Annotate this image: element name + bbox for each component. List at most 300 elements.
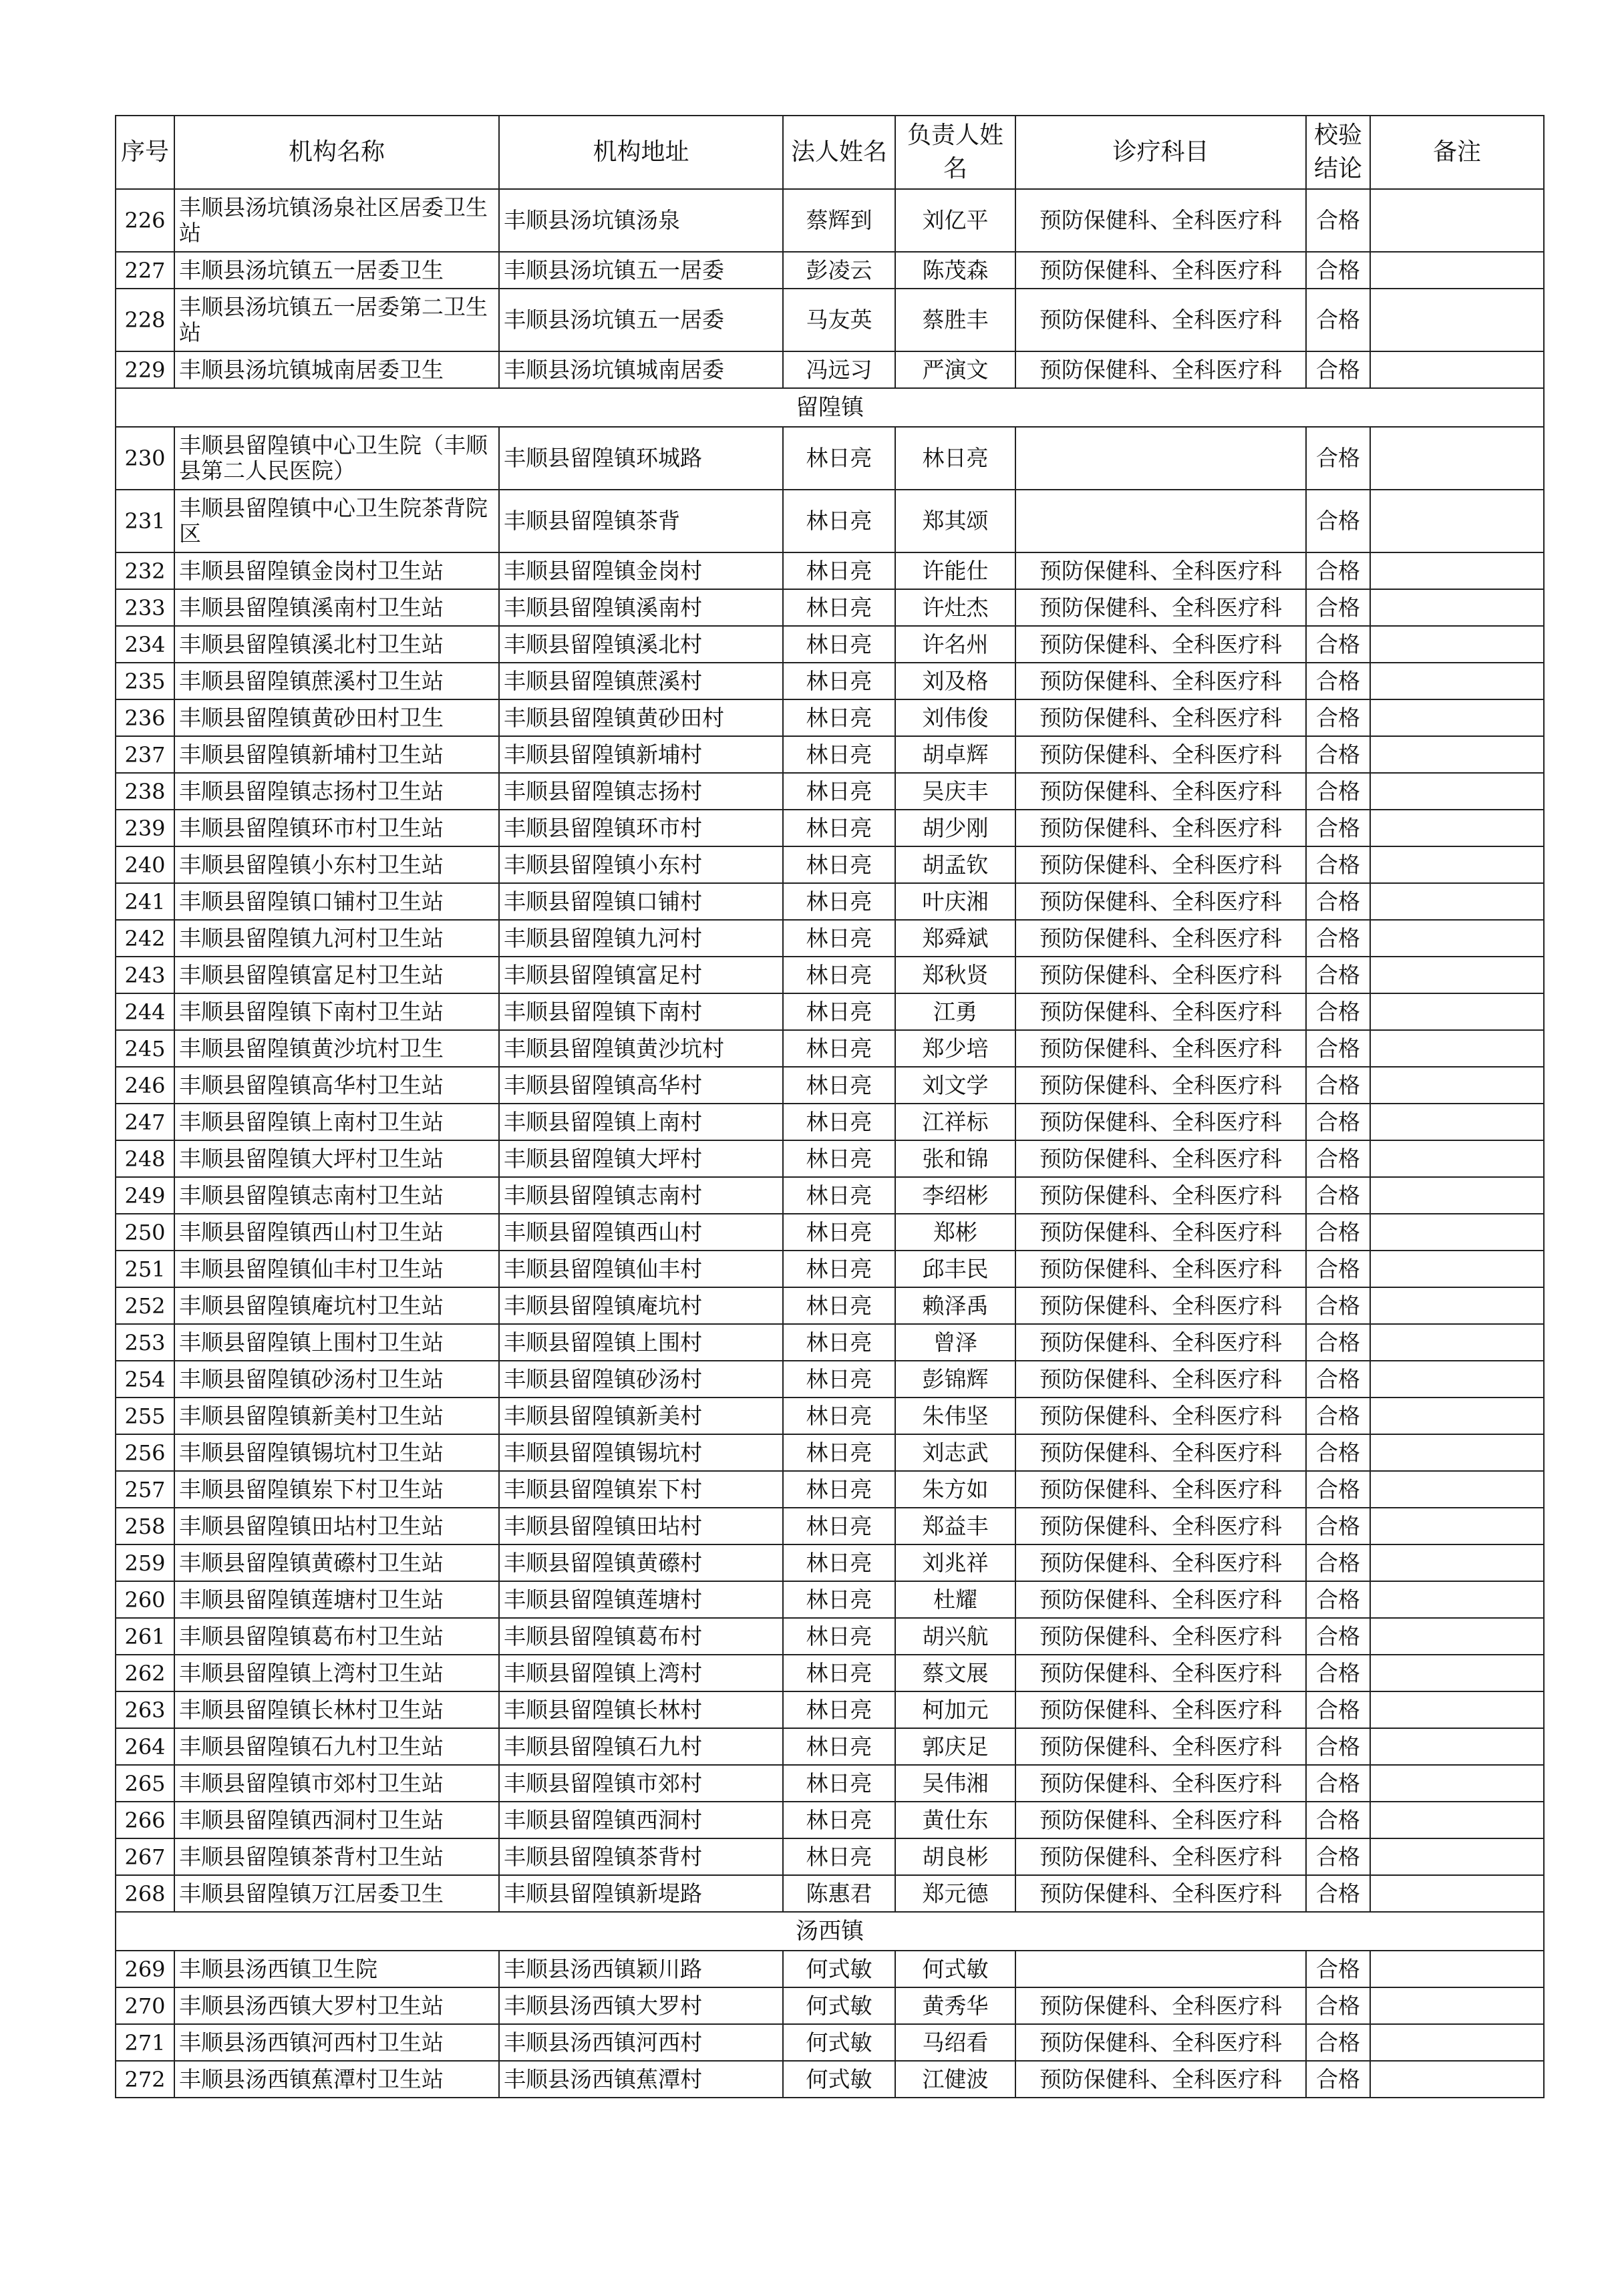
row-number: 244	[116, 993, 174, 1030]
legal-person: 冯远习	[783, 351, 895, 388]
table-row	[116, 1802, 1544, 1838]
institution-address: 丰顺县留隍镇石九村	[499, 1728, 783, 1765]
remark	[1370, 1618, 1544, 1655]
table-row	[116, 1544, 1544, 1581]
manager-name: 胡卓辉	[895, 736, 1015, 773]
treatment-scope: 预防保健科、全科医疗科	[1015, 1618, 1306, 1655]
manager-name: 江健波	[895, 2061, 1015, 2098]
check-result: 合格	[1306, 289, 1370, 351]
institution-address: 丰顺县留隍镇富足村	[499, 957, 783, 993]
check-result: 合格	[1306, 2061, 1370, 2098]
manager-name: 郑益丰	[895, 1508, 1015, 1544]
check-result: 合格	[1306, 1802, 1370, 1838]
manager-name: 胡兴航	[895, 1618, 1015, 1655]
institution-name: 丰顺县留隍镇上南村卫生站	[174, 1104, 499, 1140]
check-result: 合格	[1306, 490, 1370, 552]
remark	[1370, 2061, 1544, 2098]
institution-address: 丰顺县留隍镇茶背村	[499, 1838, 783, 1875]
remark	[1370, 1067, 1544, 1104]
check-result: 合格	[1306, 1838, 1370, 1875]
institution-table	[115, 115, 1545, 2098]
table-row	[116, 1067, 1544, 1104]
institution-name: 丰顺县汤坑镇城南居委卫生	[174, 351, 499, 388]
legal-person: 林日亮	[783, 773, 895, 810]
manager-name: 李绍彬	[895, 1177, 1015, 1214]
legal-person: 林日亮	[783, 626, 895, 663]
institution-name: 丰顺县留隍镇中心卫生院（丰顺县第二人民医院）	[174, 427, 499, 490]
check-result: 合格	[1306, 1140, 1370, 1177]
institution-name: 丰顺县留隍镇溪北村卫生站	[174, 626, 499, 663]
header-manager: 负责人姓名	[895, 116, 1015, 189]
institution-name: 丰顺县留隍镇仙丰村卫生站	[174, 1251, 499, 1287]
institution-address: 丰顺县留隍镇高华村	[499, 1067, 783, 1104]
institution-name: 丰顺县汤西镇卫生院	[174, 1951, 499, 1987]
treatment-scope: 预防保健科、全科医疗科	[1015, 1214, 1306, 1251]
remark	[1370, 1728, 1544, 1765]
remark	[1370, 351, 1544, 388]
manager-name: 蔡胜丰	[895, 289, 1015, 351]
row-number: 242	[116, 920, 174, 957]
table-row	[116, 252, 1544, 289]
institution-name: 丰顺县留隍镇富足村卫生站	[174, 957, 499, 993]
row-number: 249	[116, 1177, 174, 1214]
table-row	[116, 1030, 1544, 1067]
check-result: 合格	[1306, 1104, 1370, 1140]
manager-name: 江勇	[895, 993, 1015, 1030]
row-number: 254	[116, 1361, 174, 1398]
institution-name: 丰顺县留隍镇砂汤村卫生站	[174, 1361, 499, 1398]
institution-address: 丰顺县汤西镇河西村	[499, 2024, 783, 2061]
treatment-scope: 预防保健科、全科医疗科	[1015, 957, 1306, 993]
check-result: 合格	[1306, 1618, 1370, 1655]
check-result: 合格	[1306, 2024, 1370, 2061]
remark	[1370, 1287, 1544, 1324]
treatment-scope: 预防保健科、全科医疗科	[1015, 1987, 1306, 2024]
remark	[1370, 1177, 1544, 1214]
row-number: 250	[116, 1214, 174, 1251]
manager-name: 郑元德	[895, 1875, 1015, 1912]
treatment-scope: 预防保健科、全科医疗科	[1015, 1251, 1306, 1287]
table-row	[116, 1987, 1544, 2024]
remark	[1370, 1802, 1544, 1838]
treatment-scope: 预防保健科、全科医疗科	[1015, 993, 1306, 1030]
treatment-scope: 预防保健科、全科医疗科	[1015, 626, 1306, 663]
section-row	[116, 388, 1544, 427]
remark	[1370, 1544, 1544, 1581]
check-result: 合格	[1306, 1324, 1370, 1361]
remark	[1370, 699, 1544, 736]
treatment-scope: 预防保健科、全科医疗科	[1015, 699, 1306, 736]
check-result: 合格	[1306, 351, 1370, 388]
remark	[1370, 773, 1544, 810]
treatment-scope: 预防保健科、全科医疗科	[1015, 1140, 1306, 1177]
check-result: 合格	[1306, 1544, 1370, 1581]
institution-address: 丰顺县留隍镇莲塘村	[499, 1581, 783, 1618]
row-number: 229	[116, 351, 174, 388]
remark	[1370, 1838, 1544, 1875]
row-number: 263	[116, 1691, 174, 1728]
table-row	[116, 1434, 1544, 1471]
manager-name: 许名州	[895, 626, 1015, 663]
institution-address: 丰顺县留隍镇西洞村	[499, 1802, 783, 1838]
row-number: 264	[116, 1728, 174, 1765]
table-row	[116, 552, 1544, 589]
treatment-scope: 预防保健科、全科医疗科	[1015, 1508, 1306, 1544]
legal-person: 林日亮	[783, 1177, 895, 1214]
treatment-scope: 预防保健科、全科医疗科	[1015, 289, 1306, 351]
table-row	[116, 1177, 1544, 1214]
row-number: 256	[116, 1434, 174, 1471]
institution-name: 丰顺县留隍镇小东村卫生站	[174, 846, 499, 883]
row-number: 228	[116, 289, 174, 351]
institution-name: 丰顺县留隍镇石九村卫生站	[174, 1728, 499, 1765]
manager-name: 郑秋贤	[895, 957, 1015, 993]
legal-person: 林日亮	[783, 736, 895, 773]
manager-name: 杜耀	[895, 1581, 1015, 1618]
remark	[1370, 846, 1544, 883]
header-scope: 诊疗科目	[1015, 116, 1306, 189]
row-number: 243	[116, 957, 174, 993]
check-result: 合格	[1306, 1361, 1370, 1398]
treatment-scope: 预防保健科、全科医疗科	[1015, 1398, 1306, 1434]
institution-name: 丰顺县汤西镇河西村卫生站	[174, 2024, 499, 2061]
row-number: 269	[116, 1951, 174, 1987]
institution-address: 丰顺县留隍镇砂汤村	[499, 1361, 783, 1398]
remark	[1370, 589, 1544, 626]
row-number: 227	[116, 252, 174, 289]
legal-person: 何式敏	[783, 2061, 895, 2098]
table-row	[116, 1691, 1544, 1728]
legal-person: 林日亮	[783, 1324, 895, 1361]
remark	[1370, 1398, 1544, 1434]
manager-name: 黄仕东	[895, 1802, 1015, 1838]
table-row	[116, 736, 1544, 773]
check-result: 合格	[1306, 1875, 1370, 1912]
institution-address: 丰顺县留隍镇金岗村	[499, 552, 783, 589]
remark	[1370, 1471, 1544, 1508]
treatment-scope: 预防保健科、全科医疗科	[1015, 736, 1306, 773]
legal-person: 林日亮	[783, 1471, 895, 1508]
table-row	[116, 920, 1544, 957]
table-row	[116, 1838, 1544, 1875]
table-row	[116, 1951, 1544, 1987]
institution-address: 丰顺县留隍镇志扬村	[499, 773, 783, 810]
remark	[1370, 490, 1544, 552]
manager-name: 胡良彬	[895, 1838, 1015, 1875]
remark	[1370, 1140, 1544, 1177]
institution-address: 丰顺县留隍镇上南村	[499, 1104, 783, 1140]
institution-address: 丰顺县留隍镇环城路	[499, 427, 783, 490]
institution-name: 丰顺县留隍镇田坫村卫生站	[174, 1508, 499, 1544]
check-result: 合格	[1306, 773, 1370, 810]
check-result: 合格	[1306, 1214, 1370, 1251]
legal-person: 林日亮	[783, 663, 895, 699]
institution-address: 丰顺县留隍镇蔗溪村	[499, 663, 783, 699]
institution-address: 丰顺县留隍镇庵坑村	[499, 1287, 783, 1324]
manager-name: 胡少刚	[895, 810, 1015, 846]
institution-name: 丰顺县留隍镇西洞村卫生站	[174, 1802, 499, 1838]
legal-person: 何式敏	[783, 2024, 895, 2061]
row-number: 257	[116, 1471, 174, 1508]
table-row	[116, 1875, 1544, 1912]
institution-name: 丰顺县留隍镇环市村卫生站	[174, 810, 499, 846]
remark	[1370, 920, 1544, 957]
institution-address: 丰顺县留隍镇新埔村	[499, 736, 783, 773]
legal-person: 林日亮	[783, 1581, 895, 1618]
header-row	[116, 116, 1544, 189]
table-row	[116, 351, 1544, 388]
manager-name: 刘及格	[895, 663, 1015, 699]
check-result: 合格	[1306, 810, 1370, 846]
section-title: 汤西镇	[116, 1912, 1544, 1951]
treatment-scope: 预防保健科、全科医疗科	[1015, 351, 1306, 388]
institution-name: 丰顺县汤坑镇汤泉社区居委卫生站	[174, 189, 499, 252]
institution-address: 丰顺县留隍镇口铺村	[499, 883, 783, 920]
institution-address: 丰顺县留隍镇葛布村	[499, 1618, 783, 1655]
row-number: 255	[116, 1398, 174, 1434]
legal-person: 林日亮	[783, 1067, 895, 1104]
check-result: 合格	[1306, 552, 1370, 589]
row-number: 234	[116, 626, 174, 663]
manager-name: 刘兆祥	[895, 1544, 1015, 1581]
institution-name: 丰顺县留隍镇志扬村卫生站	[174, 773, 499, 810]
table-row	[116, 1471, 1544, 1508]
remark	[1370, 289, 1544, 351]
manager-name: 许能仕	[895, 552, 1015, 589]
check-result: 合格	[1306, 920, 1370, 957]
row-number: 237	[116, 736, 174, 773]
legal-person: 林日亮	[783, 1214, 895, 1251]
remark	[1370, 252, 1544, 289]
row-number: 240	[116, 846, 174, 883]
treatment-scope: 预防保健科、全科医疗科	[1015, 1067, 1306, 1104]
section-row	[116, 1912, 1544, 1951]
remark	[1370, 810, 1544, 846]
document-sheet	[115, 115, 1545, 2098]
institution-address: 丰顺县汤西镇颖川路	[499, 1951, 783, 1987]
row-number: 251	[116, 1251, 174, 1287]
treatment-scope: 预防保健科、全科医疗科	[1015, 1544, 1306, 1581]
table-row	[116, 1104, 1544, 1140]
institution-address: 丰顺县留隍镇仙丰村	[499, 1251, 783, 1287]
row-number: 260	[116, 1581, 174, 1618]
treatment-scope: 预防保健科、全科医疗科	[1015, 1361, 1306, 1398]
legal-person: 林日亮	[783, 957, 895, 993]
remark	[1370, 1765, 1544, 1802]
legal-person: 林日亮	[783, 1140, 895, 1177]
institution-name: 丰顺县留隍镇金岗村卫生站	[174, 552, 499, 589]
row-number: 232	[116, 552, 174, 589]
legal-person: 林日亮	[783, 810, 895, 846]
manager-name: 林日亮	[895, 427, 1015, 490]
table-row	[116, 1508, 1544, 1544]
institution-name: 丰顺县留隍镇新美村卫生站	[174, 1398, 499, 1434]
legal-person: 林日亮	[783, 1655, 895, 1691]
legal-person: 何式敏	[783, 1951, 895, 1987]
legal-person: 蔡辉到	[783, 189, 895, 252]
institution-address: 丰顺县留隍镇新美村	[499, 1398, 783, 1434]
table-row	[116, 1398, 1544, 1434]
treatment-scope: 预防保健科、全科医疗科	[1015, 810, 1306, 846]
treatment-scope: 预防保健科、全科医疗科	[1015, 1875, 1306, 1912]
check-result: 合格	[1306, 1691, 1370, 1728]
check-result: 合格	[1306, 699, 1370, 736]
check-result: 合格	[1306, 1030, 1370, 1067]
table-row	[116, 699, 1544, 736]
remark	[1370, 663, 1544, 699]
table-row	[116, 846, 1544, 883]
check-result: 合格	[1306, 1067, 1370, 1104]
row-number: 236	[116, 699, 174, 736]
row-number: 270	[116, 1987, 174, 2024]
treatment-scope	[1015, 490, 1306, 552]
row-number: 245	[116, 1030, 174, 1067]
header-no: 序号	[116, 116, 174, 189]
section-title: 留隍镇	[116, 388, 1544, 427]
manager-name: 刘文学	[895, 1067, 1015, 1104]
institution-name: 丰顺县留隍镇庵坑村卫生站	[174, 1287, 499, 1324]
header-name: 机构名称	[174, 116, 499, 189]
remark	[1370, 2024, 1544, 2061]
institution-address: 丰顺县留隍镇黄沙坑村	[499, 1030, 783, 1067]
institution-name: 丰顺县汤西镇蕉潭村卫生站	[174, 2061, 499, 2098]
remark	[1370, 1691, 1544, 1728]
manager-name: 马绍看	[895, 2024, 1015, 2061]
institution-name: 丰顺县留隍镇长林村卫生站	[174, 1691, 499, 1728]
remark	[1370, 427, 1544, 490]
institution-address: 丰顺县留隍镇茶背	[499, 490, 783, 552]
treatment-scope: 预防保健科、全科医疗科	[1015, 1324, 1306, 1361]
row-number: 271	[116, 2024, 174, 2061]
row-number: 233	[116, 589, 174, 626]
table-row	[116, 957, 1544, 993]
institution-name: 丰顺县留隍镇葛布村卫生站	[174, 1618, 499, 1655]
remark	[1370, 1104, 1544, 1140]
legal-person: 林日亮	[783, 1251, 895, 1287]
institution-address: 丰顺县留隍镇市郊村	[499, 1765, 783, 1802]
legal-person: 林日亮	[783, 1104, 895, 1140]
institution-name: 丰顺县留隍镇市郊村卫生站	[174, 1765, 499, 1802]
table-row	[116, 1618, 1544, 1655]
row-number: 261	[116, 1618, 174, 1655]
institution-name: 丰顺县留隍镇溪南村卫生站	[174, 589, 499, 626]
institution-address: 丰顺县汤坑镇五一居委	[499, 289, 783, 351]
institution-address: 丰顺县留隍镇上围村	[499, 1324, 783, 1361]
header-address: 机构地址	[499, 116, 783, 189]
table-row	[116, 626, 1544, 663]
check-result: 合格	[1306, 736, 1370, 773]
manager-name: 吴伟湘	[895, 1765, 1015, 1802]
treatment-scope: 预防保健科、全科医疗科	[1015, 589, 1306, 626]
table-row	[116, 1140, 1544, 1177]
remark	[1370, 1508, 1544, 1544]
treatment-scope: 预防保健科、全科医疗科	[1015, 1104, 1306, 1140]
manager-name: 郑少培	[895, 1030, 1015, 1067]
institution-address: 丰顺县留隍镇溪北村	[499, 626, 783, 663]
legal-person: 林日亮	[783, 1618, 895, 1655]
legal-person: 何式敏	[783, 1987, 895, 2024]
treatment-scope: 预防保健科、全科医疗科	[1015, 252, 1306, 289]
institution-name: 丰顺县留隍镇蔗溪村卫生站	[174, 663, 499, 699]
remark	[1370, 1951, 1544, 1987]
manager-name: 郑舜斌	[895, 920, 1015, 957]
row-number: 230	[116, 427, 174, 490]
row-number: 226	[116, 189, 174, 252]
treatment-scope: 预防保健科、全科医疗科	[1015, 773, 1306, 810]
row-number: 247	[116, 1104, 174, 1140]
institution-name: 丰顺县留隍镇上围村卫生站	[174, 1324, 499, 1361]
legal-person: 林日亮	[783, 1361, 895, 1398]
manager-name: 蔡文展	[895, 1655, 1015, 1691]
check-result: 合格	[1306, 663, 1370, 699]
check-result: 合格	[1306, 846, 1370, 883]
treatment-scope: 预防保健科、全科医疗科	[1015, 1802, 1306, 1838]
table-row	[116, 427, 1544, 490]
remark	[1370, 1875, 1544, 1912]
header-result: 校验结论	[1306, 116, 1370, 189]
institution-name: 丰顺县汤坑镇五一居委卫生	[174, 252, 499, 289]
row-number: 238	[116, 773, 174, 810]
remark	[1370, 957, 1544, 993]
institution-name: 丰顺县留隍镇西山村卫生站	[174, 1214, 499, 1251]
check-result: 合格	[1306, 1471, 1370, 1508]
check-result: 合格	[1306, 1251, 1370, 1287]
table-row	[116, 1765, 1544, 1802]
institution-address: 丰顺县留隍镇田坫村	[499, 1508, 783, 1544]
check-result: 合格	[1306, 1728, 1370, 1765]
institution-name: 丰顺县留隍镇志南村卫生站	[174, 1177, 499, 1214]
check-result: 合格	[1306, 1951, 1370, 1987]
check-result: 合格	[1306, 1398, 1370, 1434]
institution-address: 丰顺县汤西镇大罗村	[499, 1987, 783, 2024]
treatment-scope: 预防保健科、全科医疗科	[1015, 1581, 1306, 1618]
institution-address: 丰顺县留隍镇西山村	[499, 1214, 783, 1251]
check-result: 合格	[1306, 589, 1370, 626]
treatment-scope: 预防保健科、全科医疗科	[1015, 1655, 1306, 1691]
treatment-scope: 预防保健科、全科医疗科	[1015, 920, 1306, 957]
institution-name: 丰顺县留隍镇黄礤村卫生站	[174, 1544, 499, 1581]
manager-name: 叶庆湘	[895, 883, 1015, 920]
manager-name: 严演文	[895, 351, 1015, 388]
manager-name: 刘志武	[895, 1434, 1015, 1471]
legal-person: 林日亮	[783, 490, 895, 552]
check-result: 合格	[1306, 1581, 1370, 1618]
treatment-scope: 预防保健科、全科医疗科	[1015, 2061, 1306, 2098]
manager-name: 胡孟钦	[895, 846, 1015, 883]
institution-address: 丰顺县留隍镇九河村	[499, 920, 783, 957]
table-row	[116, 773, 1544, 810]
check-result: 合格	[1306, 993, 1370, 1030]
treatment-scope: 预防保健科、全科医疗科	[1015, 2024, 1306, 2061]
treatment-scope: 预防保健科、全科医疗科	[1015, 1691, 1306, 1728]
legal-person: 林日亮	[783, 1030, 895, 1067]
remark	[1370, 1361, 1544, 1398]
manager-name: 郑彬	[895, 1214, 1015, 1251]
legal-person: 林日亮	[783, 1691, 895, 1728]
remark	[1370, 1030, 1544, 1067]
remark	[1370, 1434, 1544, 1471]
check-result: 合格	[1306, 1508, 1370, 1544]
table-row	[116, 810, 1544, 846]
institution-address: 丰顺县留隍镇新堤路	[499, 1875, 783, 1912]
remark	[1370, 1251, 1544, 1287]
institution-address: 丰顺县留隍镇黄砂田村	[499, 699, 783, 736]
row-number: 253	[116, 1324, 174, 1361]
check-result: 合格	[1306, 1655, 1370, 1691]
institution-address: 丰顺县留隍镇环市村	[499, 810, 783, 846]
legal-person: 林日亮	[783, 920, 895, 957]
manager-name: 陈茂森	[895, 252, 1015, 289]
